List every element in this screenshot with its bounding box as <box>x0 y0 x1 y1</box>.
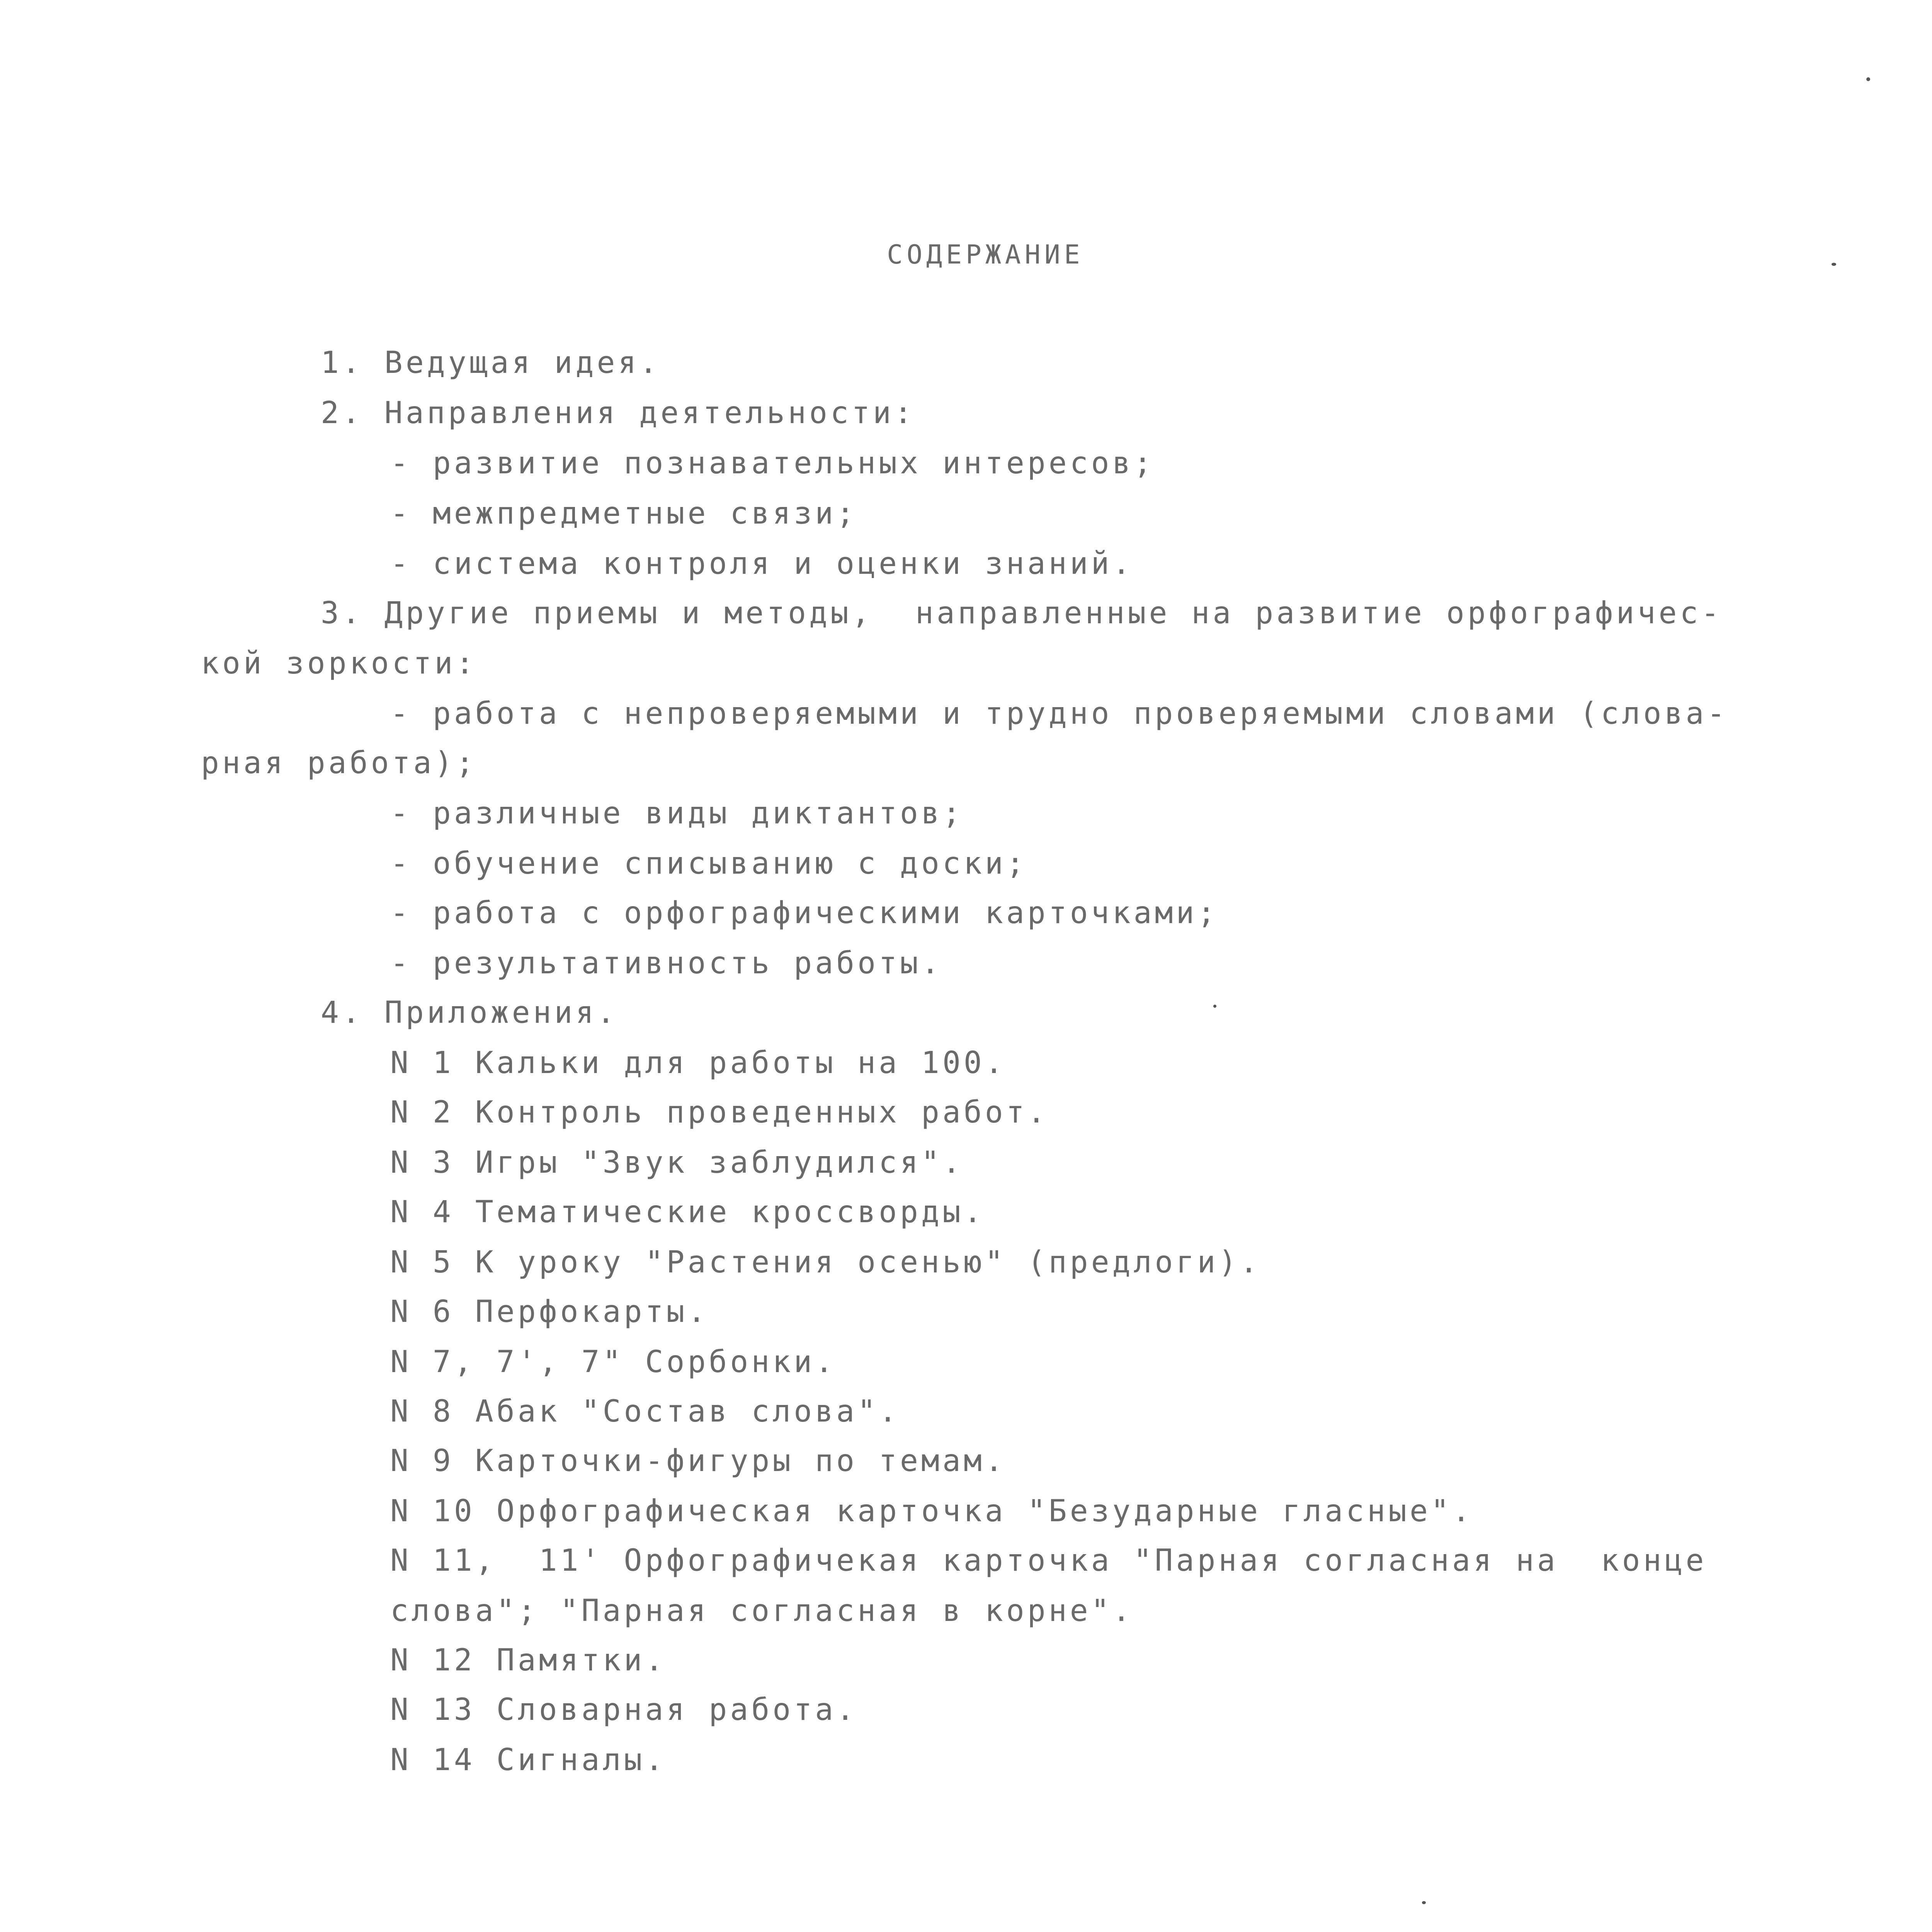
toc-subitem: - межпредметные связи; <box>390 496 858 531</box>
toc-subitem: - результативность работы. <box>390 946 942 981</box>
toc-item-3: 3. Другие приемы и методы, направленные на развитие орфографичес- <box>321 596 1723 631</box>
toc-subitem: - обучение списыванию с доски; <box>390 846 1027 881</box>
appendix-item: N 11, 11' Орфографичекая карточка "Парная согласная на конце <box>390 1543 1707 1578</box>
appendix-item: N 3 Игры "Звук заблудился". <box>390 1145 964 1180</box>
toc-subitem: - работа с непроверяемыми и трудно проверяемыми словами (слова- <box>390 696 1728 731</box>
toc-item-2: 2. Направления деятельности: <box>321 396 915 430</box>
appendix-item: N 6 Перфокарты. <box>390 1294 709 1329</box>
toc-subitem: - работа с орфографическими карточками; <box>390 896 1219 930</box>
toc-subitem: - система контроля и оценки знаний. <box>390 546 1134 581</box>
toc-subitem-cont: рная работа); <box>201 746 477 781</box>
appendix-item: N 8 Абак "Состав слова". <box>390 1394 900 1429</box>
appendix-item: N 2 Контроль проведенных работ. <box>390 1095 1049 1130</box>
appendix-item: N 9 Карточки-фигуры по темам. <box>390 1444 1006 1478</box>
appendix-item: N 12 Памятки. <box>390 1643 667 1678</box>
appendix-item: N 7, 7', 7" Сорбонки. <box>390 1345 837 1379</box>
appendix-item: N 13 Словарная работа. <box>390 1692 858 1727</box>
toc-item-3-cont: кой зоркости: <box>201 646 477 681</box>
appendix-item: N 5 К уроку "Растения осенью" (предлоги). <box>390 1245 1261 1280</box>
appendix-item: N 14 Сигналы. <box>390 1743 667 1777</box>
appendix-item: N 4 Тематические кроссворды. <box>390 1195 985 1230</box>
scan-speck <box>1213 1005 1216 1008</box>
toc-item-1: 1. Ведущая идея. <box>321 345 661 380</box>
scan-speck <box>1422 1901 1426 1904</box>
toc-subitem: - развитие познавательных интересов; <box>390 446 1155 481</box>
toc-subitem: - различные виды диктантов; <box>390 796 964 831</box>
page-title: СОДЕРЖАНИЕ <box>887 240 1084 270</box>
appendix-item: N 10 Орфографическая карточка "Безударные гласные". <box>390 1494 1473 1529</box>
appendix-item-cont: слова"; "Парная согласная в корне". <box>390 1594 1134 1628</box>
appendix-item: N 1 Кальки для работы на 100. <box>390 1046 1006 1080</box>
scan-speck <box>1832 263 1836 266</box>
toc-item-4: 4. Приложения. <box>321 995 618 1030</box>
scan-speck <box>1866 77 1870 81</box>
